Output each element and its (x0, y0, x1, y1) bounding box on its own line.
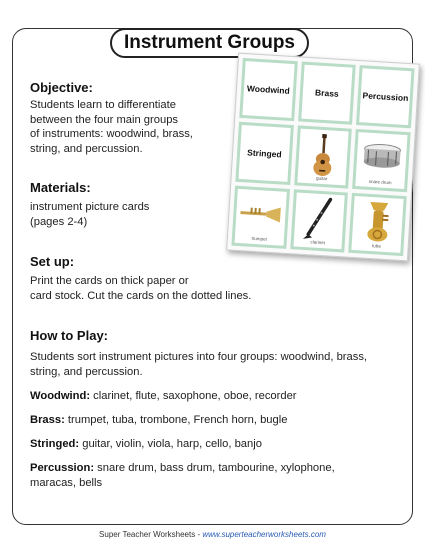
card-caption: tuba (371, 243, 381, 249)
how-to-play-heading: How to Play: (30, 328, 109, 343)
percussion-label: Percussion: (30, 462, 95, 474)
materials-heading: Materials: (30, 180, 91, 195)
snare-drum-icon (359, 140, 405, 173)
guitar-icon (309, 133, 338, 179)
objective-line: between the four main groups (30, 113, 179, 126)
stringed-row (30, 437, 262, 452)
intro-line: Students sort instrument pictures into four groups: woodwind, brass, (30, 351, 368, 363)
card-label: Percussion (362, 90, 409, 104)
objective-line: of instruments: woodwind, brass, (30, 128, 193, 140)
setup-heading: Set up: (30, 254, 75, 269)
intro-line: string, and percussion. (30, 365, 143, 378)
percussion-row (30, 461, 335, 490)
setup-line: card stock. Cut the cards on the dotted lines. (30, 289, 252, 302)
card-clarinet (290, 189, 348, 252)
percussion-list-cont: maracas, bells (30, 476, 103, 489)
setup-text (30, 274, 251, 303)
woodwind-list: clarinet, flute, saxophone, oboe, recorder (90, 390, 297, 402)
materials-text (30, 200, 149, 229)
percussion-list: snare drum, bass drum, tambourine, xylophone, (94, 462, 335, 474)
card-label: Brass (314, 87, 340, 99)
clarinet-icon (300, 196, 339, 242)
page-title: Instrument Groups (110, 28, 309, 58)
objective-heading: Objective: (30, 80, 93, 95)
card-tuba (349, 193, 407, 256)
card-guitar (294, 125, 352, 188)
stringed-label: Stringed: (30, 438, 80, 450)
woodwind-label: Woodwind: (30, 390, 91, 402)
woodwind-row (30, 389, 297, 404)
brass-label: Brass: (30, 414, 65, 426)
card-trumpet (231, 186, 289, 249)
materials-line: (pages 2-4) (30, 215, 88, 228)
materials-line: instrument picture cards (30, 201, 150, 213)
card-caption: guitar (315, 175, 328, 182)
instrument-cards-image (226, 53, 420, 262)
card-caption: clarinet (310, 239, 326, 246)
brass-row (30, 413, 287, 428)
card-woodwind (239, 58, 297, 121)
setup-line: Print the cards on thick paper or (30, 275, 189, 287)
footer-link[interactable]: www.superteacherworksheets.com (202, 530, 326, 539)
objective-line: Students learn to differentiate (30, 99, 176, 111)
brass-list: trumpet, tuba, trombone, French horn, bugle (64, 414, 288, 426)
how-to-play-intro (30, 350, 367, 379)
footer (0, 530, 425, 539)
card-percussion (356, 65, 414, 128)
card-caption: trumpet (251, 235, 267, 242)
trumpet-icon (238, 203, 283, 226)
tuba-icon (361, 200, 394, 246)
card-label: Stringed (246, 147, 282, 160)
card-stringed (235, 122, 293, 185)
stringed-list: guitar, violin, viola, harp, cello, banjo (79, 438, 262, 450)
card-label: Woodwind (246, 83, 291, 96)
footer-text: Super Teacher Worksheets - (99, 530, 203, 539)
objective-text (30, 98, 193, 156)
objective-line: string, and percussion. (30, 142, 143, 155)
card-snare-drum (352, 129, 410, 192)
card-brass (298, 62, 356, 125)
card-caption: snare drum (368, 178, 392, 186)
